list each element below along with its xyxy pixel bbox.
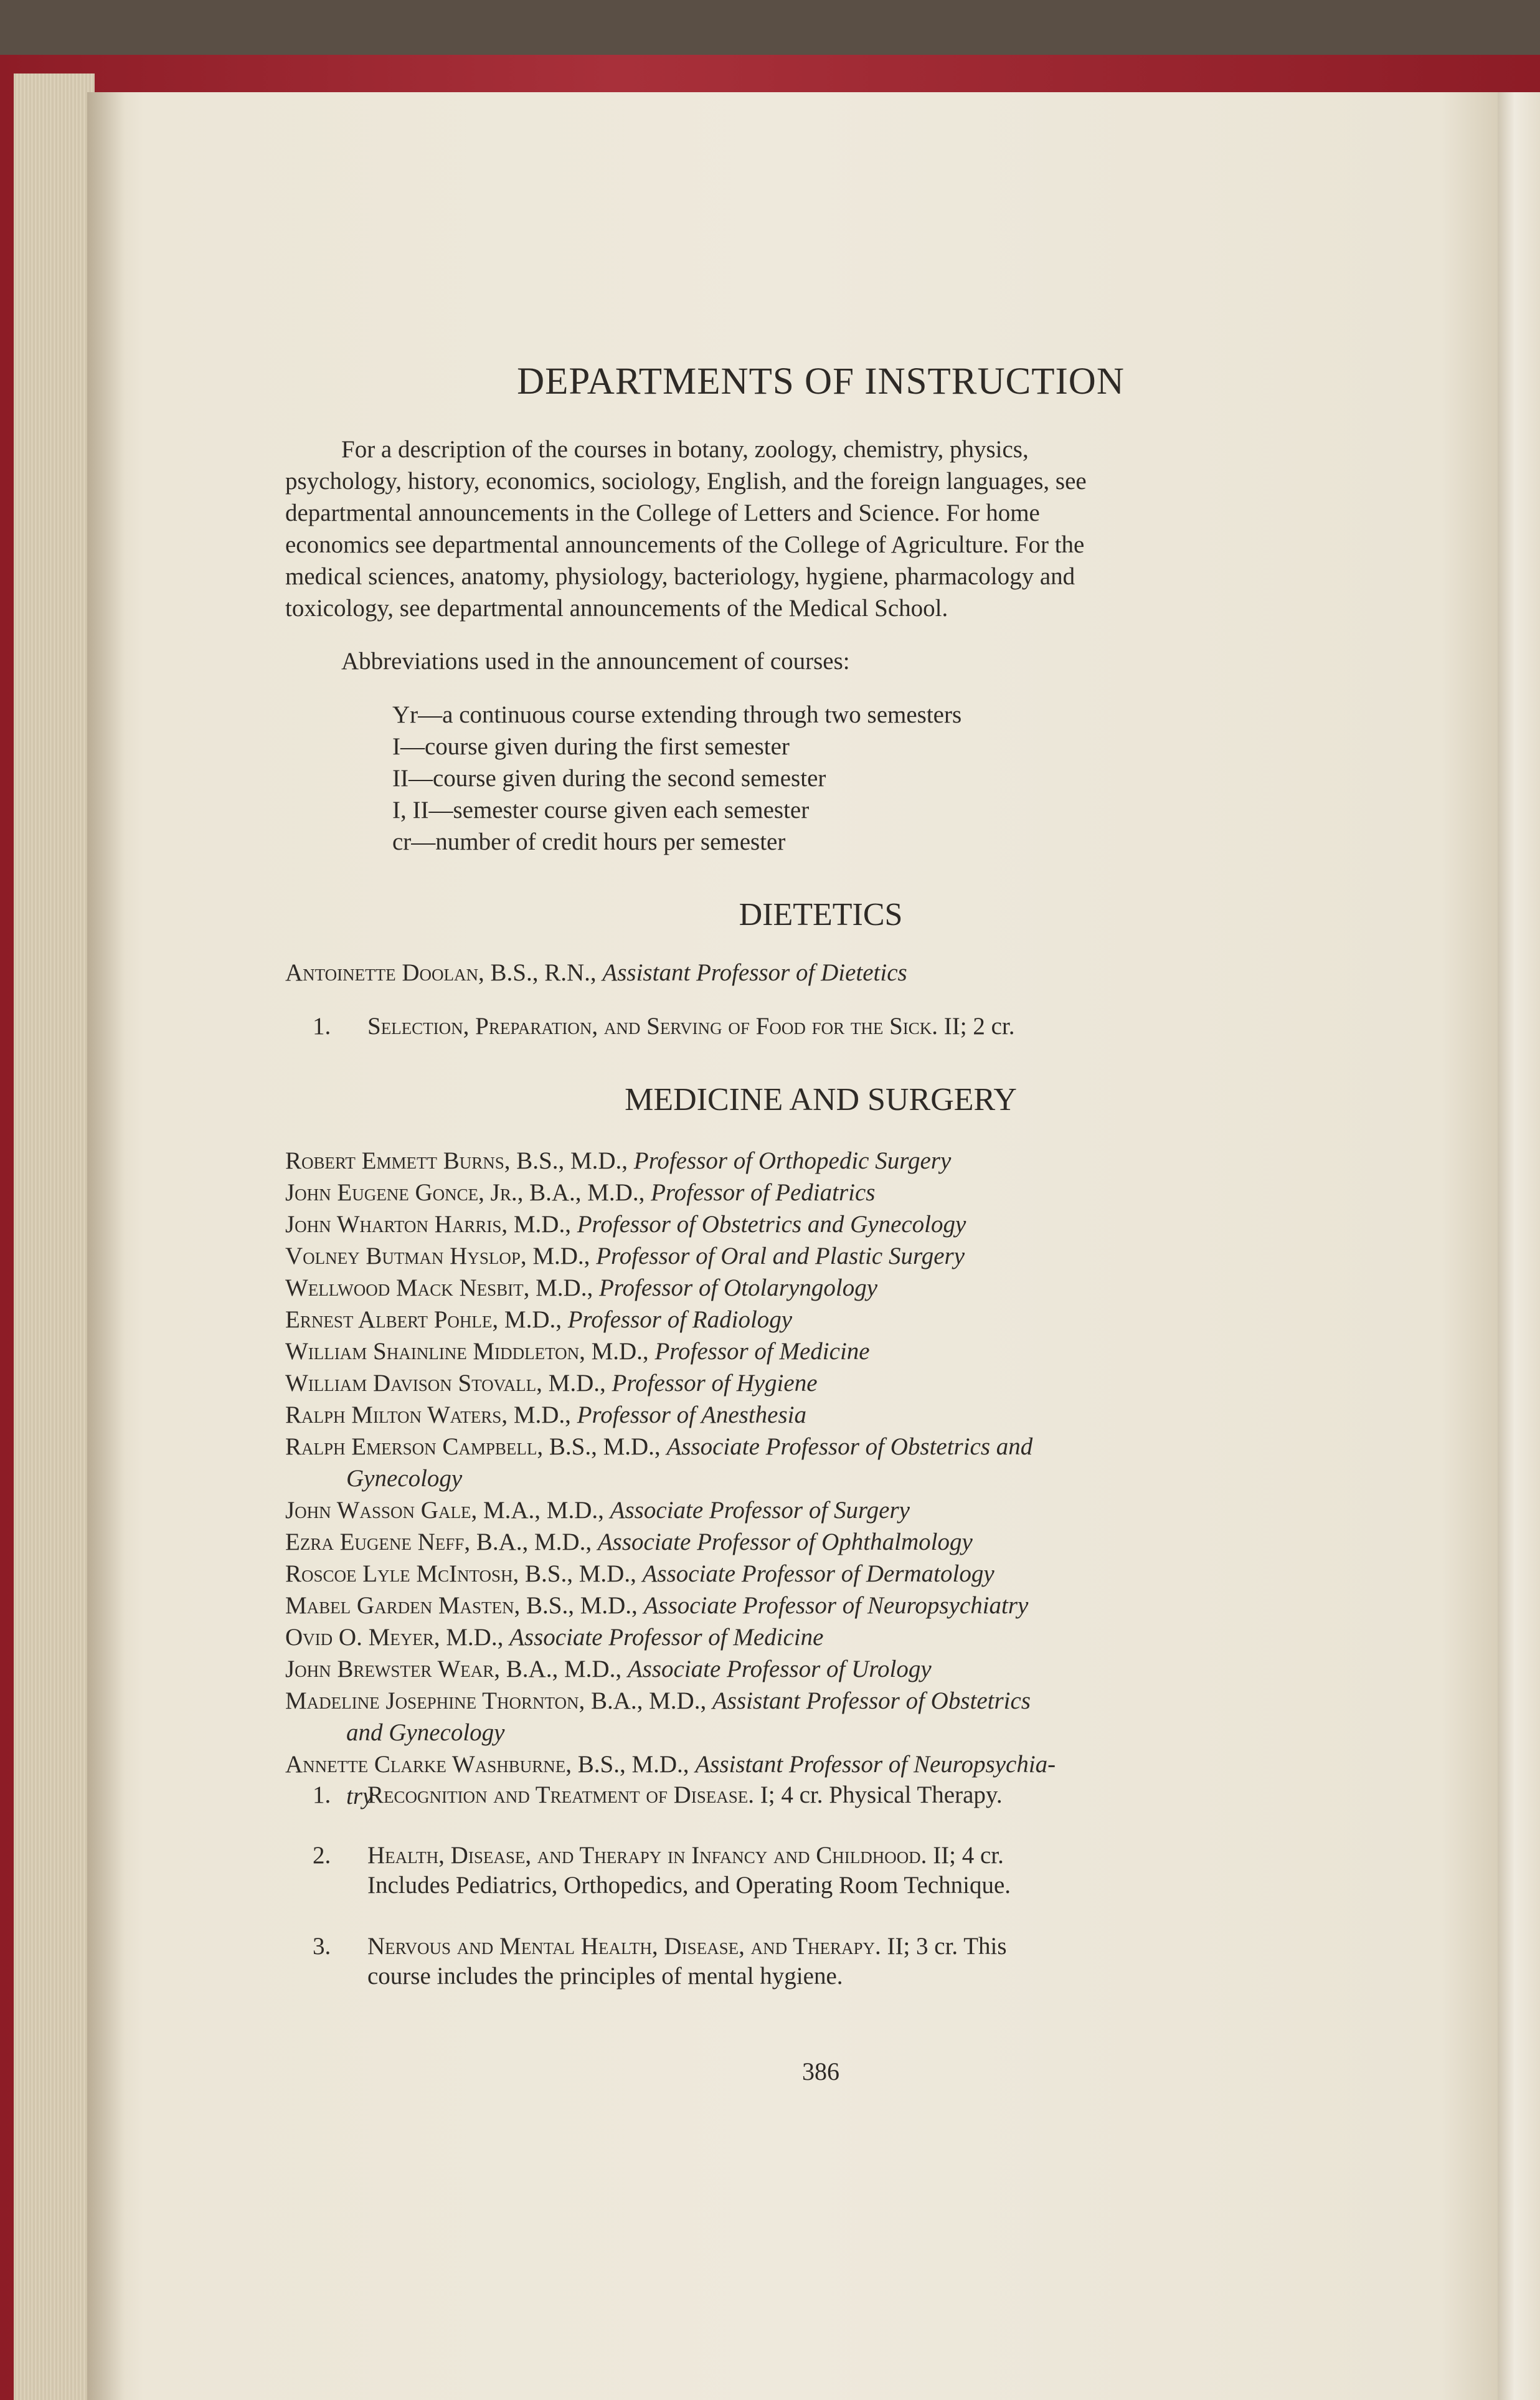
faculty-degrees: M.D., <box>529 1274 599 1301</box>
abbreviation-ii: II—course given during the second semester <box>392 765 826 792</box>
faculty-title: Associate Professor of Neuropsychiatry <box>643 1592 1029 1619</box>
faculty-title: Professor of Hygiene <box>612 1370 818 1397</box>
faculty-name: John Wharton Harris, <box>285 1211 508 1238</box>
faculty-title: Associate Professor of Surgery <box>610 1497 910 1524</box>
faculty-title: Associate Professor of Urology <box>627 1656 932 1682</box>
faculty-degrees: M.D., <box>542 1370 612 1397</box>
faculty-line <box>285 1494 1356 1526</box>
intro-line-3: departmental announcements in the College of Letters and Science. For home <box>285 500 1040 526</box>
faculty-line <box>285 1399 1356 1431</box>
faculty-name: John Wasson Gale, <box>285 1497 478 1524</box>
faculty-name: Roscoe Lyle McIntosh, <box>285 1560 519 1587</box>
faculty-title: Professor of Oral and Plastic Surgery <box>596 1243 965 1269</box>
faculty-line <box>285 1367 1356 1399</box>
faculty-title: Associate Professor of Medicine <box>509 1624 824 1651</box>
faculty-line <box>285 1240 1356 1272</box>
page-title: DEPARTMENTS OF INSTRUCTION <box>517 361 1125 402</box>
faculty-title: Professor of Orthopedic Surgery <box>633 1147 952 1174</box>
faculty-name: Annette Clarke Washburne, <box>285 1751 572 1778</box>
intro-line-1: For a description of the courses in botany, zoology, chemistry, physics, <box>341 436 1029 463</box>
faculty-title: Professor of Otolaryngology <box>598 1274 878 1301</box>
faculty-line <box>285 1304 1356 1335</box>
faculty-line <box>285 1526 1356 1558</box>
faculty-name: Ernest Albert Pohle, <box>285 1306 499 1333</box>
faculty-title: Associate Professor of Obstetrics and <box>666 1433 1033 1460</box>
faculty-line <box>285 1685 1356 1717</box>
course-line <box>285 1779 1356 1811</box>
faculty-name: John Brewster Wear, <box>285 1656 501 1682</box>
faculty-title: Professor of Radiology <box>567 1306 793 1333</box>
faculty-degrees: B.S., M.D., <box>510 1147 634 1174</box>
faculty-title-continued: Gynecology <box>346 1465 463 1492</box>
faculty-line <box>285 1590 1356 1621</box>
faculty-degrees: B.A., M.D., <box>523 1179 651 1206</box>
course-number: 1. <box>313 1781 331 1808</box>
faculty-line <box>285 1272 1356 1304</box>
course-name: Recognition and Treatment of Disease. <box>367 1781 755 1808</box>
course-credit: II; 4 cr. <box>927 1842 1004 1869</box>
faculty-title: Professor of Anesthesia <box>577 1402 807 1428</box>
abbreviation-i-ii: I, II—semester course given each semester <box>392 797 810 823</box>
course-name: Health, Disease, and Therapy in Infancy and Childhood. <box>367 1842 927 1869</box>
faculty-name: Wellwood Mack Nesbit, <box>285 1274 530 1301</box>
intro-line-2: psychology, history, economics, sociology, English, and the foreign languages, see <box>285 468 1087 495</box>
course-credit: II; 2 cr. <box>938 1013 1015 1040</box>
faculty-title: Assistant Professor of Neuropsychia- <box>695 1751 1056 1778</box>
faculty-degrees: B.S., R.N., <box>484 959 603 986</box>
faculty-degrees: M.D., <box>440 1624 510 1651</box>
course-credit: I; 4 cr. Physical Therapy. <box>754 1781 1003 1808</box>
faculty-name: Ralph Milton Waters, <box>285 1402 508 1428</box>
faculty-name: Volney Butman Hyslop, <box>285 1243 527 1269</box>
faculty-line <box>285 957 1356 989</box>
course-number: 3. <box>313 1933 331 1960</box>
course-description-continued: Includes Pediatrics, Orthopedics, and Operating Room Technique. <box>367 1872 1011 1899</box>
faculty-line <box>285 1431 1356 1463</box>
course-name: Selection, Preparation, and Serving of Food for the Sick. <box>367 1013 938 1040</box>
course-line <box>285 1010 1356 1042</box>
faculty-line <box>285 1748 1356 1780</box>
abbreviation-yr: Yr—a continuous course extending through two semesters <box>392 701 962 728</box>
faculty-name: William Shainline Middleton, <box>285 1338 585 1365</box>
faculty-degrees: M.D., <box>498 1306 568 1333</box>
faculty-name: Antoinette Doolan, <box>285 959 484 986</box>
faculty-title-continued: and Gynecology <box>346 1719 505 1746</box>
faculty-line <box>285 1653 1356 1685</box>
faculty-name: Robert Emmett Burns, <box>285 1147 511 1174</box>
faculty-title: Professor of Obstetrics and Gynecology <box>577 1211 966 1238</box>
faculty-degrees: B.S., M.D., <box>572 1751 696 1778</box>
faculty-line <box>285 1621 1356 1653</box>
faculty-degrees: B.S., M.D., <box>520 1592 644 1619</box>
faculty-line <box>285 1208 1356 1240</box>
next-page-edge <box>1498 92 1540 2400</box>
intro-line-6: toxicology, see departmental announcements of the Medical School. <box>285 595 948 622</box>
faculty-degrees: B.A., M.D., <box>585 1687 712 1714</box>
section-heading-medicine-surgery: MEDICINE AND SURGERY <box>625 1082 1017 1117</box>
faculty-degrees: M.D., <box>508 1211 577 1238</box>
faculty-name: Ovid O. Meyer, <box>285 1624 440 1651</box>
faculty-name: Madeline Josephine Thornton, <box>285 1687 585 1714</box>
faculty-degrees: B.S., M.D., <box>543 1433 667 1460</box>
course-number: 1. <box>313 1013 331 1040</box>
faculty-title: Assistant Professor of Obstetrics <box>712 1687 1031 1714</box>
faculty-title: Associate Professor of Ophthalmology <box>597 1529 973 1555</box>
faculty-degrees: M.D., <box>508 1402 577 1428</box>
spine-shadow <box>87 92 125 2400</box>
intro-line-5: medical sciences, anatomy, physiology, bacteriology, hygiene, pharmacology and <box>285 563 1075 590</box>
abbreviation-i: I—course given during the first semester <box>392 733 790 760</box>
section-heading-dietetics: DIETETICS <box>739 897 903 932</box>
faculty-name: Mabel Garden Masten, <box>285 1592 521 1619</box>
faculty-title-continued: try <box>346 1783 374 1809</box>
faculty-line <box>285 1558 1356 1590</box>
course-line <box>285 1839 1356 1871</box>
page-edges <box>14 74 95 2400</box>
faculty-degrees: M.D., <box>526 1243 597 1269</box>
faculty-line <box>285 1145 1356 1177</box>
faculty-title: Assistant Professor of Dietetics <box>602 959 907 986</box>
faculty-degrees: M.D., <box>585 1338 655 1365</box>
faculty-title: Associate Professor of Dermatology <box>642 1560 994 1587</box>
faculty-degrees: M.A., M.D., <box>477 1497 610 1524</box>
abbreviation-cr: cr—number of credit hours per semester <box>392 828 786 855</box>
course-credit: II; 3 cr. This <box>881 1933 1007 1960</box>
faculty-name: Ralph Emerson Campbell, <box>285 1433 544 1460</box>
page-number: 386 <box>802 2057 839 2085</box>
course-name: Nervous and Mental Health, Disease, and Therapy. <box>367 1933 881 1960</box>
intro-line-4: economics see departmental announcements of the College of Agriculture. For the <box>285 531 1085 558</box>
faculty-name: John Eugene Gonce, Jr., <box>285 1179 524 1206</box>
faculty-title: Professor of Pediatrics <box>651 1179 876 1206</box>
abbreviations-intro: Abbreviations used in the announcement of courses: <box>341 648 850 675</box>
course-line <box>285 1930 1356 1962</box>
course-description-continued: course includes the principles of mental hygiene. <box>367 1963 843 1990</box>
faculty-line <box>285 1335 1356 1367</box>
faculty-title: Professor of Medicine <box>654 1338 870 1365</box>
faculty-degrees: B.A., M.D., <box>500 1656 628 1682</box>
faculty-degrees: B.A., M.D., <box>470 1529 598 1555</box>
faculty-degrees: B.S., M.D., <box>519 1560 643 1587</box>
faculty-line <box>285 1177 1356 1208</box>
faculty-name: Ezra Eugene Neff, <box>285 1529 471 1555</box>
faculty-name: William Davison Stovall, <box>285 1370 542 1397</box>
course-number: 2. <box>313 1842 331 1869</box>
